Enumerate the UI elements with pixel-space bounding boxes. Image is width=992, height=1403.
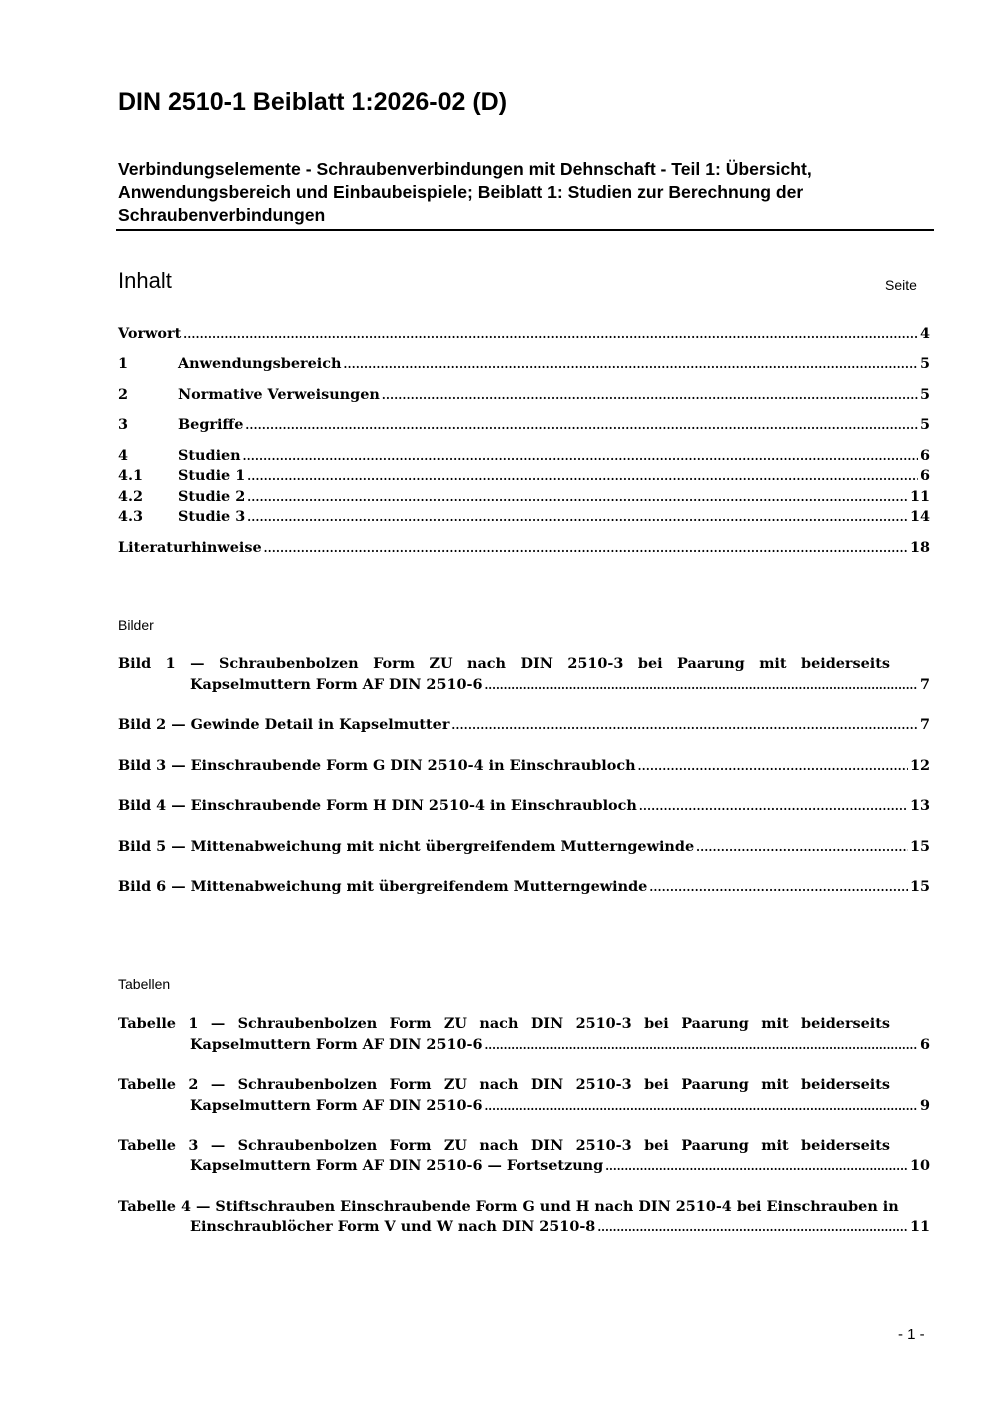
toc-entry-title: Vorwort <box>118 325 182 342</box>
toc-entry-title: Anwendungsbereich <box>178 355 342 372</box>
toc-entry-title: Studie 1 <box>178 467 246 484</box>
figure-entry-title-line1: Bild 1 — Schraubenbolzen Form ZU nach DIN 2510-3 bei Paarung mit beiderseits <box>118 655 890 672</box>
figure-entry[interactable] <box>118 838 930 860</box>
toc-entry[interactable] <box>118 508 930 530</box>
toc-entry[interactable] <box>118 386 930 408</box>
toc-entry-title: Normative Verweisungen <box>178 386 380 403</box>
dot-leader <box>247 488 908 505</box>
table-entry-page: 11 <box>909 1218 930 1235</box>
figure-entry-title: Bild 4 — Einschraubende Form H DIN 2510-4 in Einschraubloch <box>118 797 637 814</box>
toc-entry-number: 4.2 <box>118 488 144 505</box>
toc-entry-title: Studie 3 <box>178 508 246 525</box>
dot-leader <box>484 1097 918 1114</box>
table-entry-continuation <box>190 1097 930 1119</box>
table-entry-page: 10 <box>909 1157 930 1174</box>
toc-entry-number: 1 <box>118 355 129 372</box>
table-entry-title-line1: Tabelle 4 — Stiftschrauben Einschraubende Form G und H nach DIN 2510-4 bei Einschrauben in <box>118 1198 899 1215</box>
toc-entry[interactable] <box>118 416 930 438</box>
figure-entry[interactable] <box>118 878 930 900</box>
toc-entry-page: 6 <box>919 447 930 464</box>
toc-entry-page: 4 <box>919 325 930 342</box>
table-entry-page: 6 <box>919 1036 930 1053</box>
title-rule <box>116 229 934 231</box>
toc-entry[interactable] <box>118 488 930 510</box>
toc-entry-page: 18 <box>909 539 930 556</box>
toc-entry[interactable] <box>118 325 930 347</box>
figure-entry-title: Bild 6 — Mittenabweichung mit übergreifendem Mutterngewinde <box>118 878 648 895</box>
table-entry-page: 9 <box>919 1097 930 1114</box>
dot-leader <box>484 1036 918 1053</box>
toc-entry[interactable] <box>118 447 930 469</box>
figure-entry[interactable] <box>118 757 930 779</box>
table-entry-title-line2: Einschraublöcher Form V und W nach DIN 2510-8 <box>190 1218 596 1235</box>
toc-entry-number: 2 <box>118 386 129 403</box>
toc-entry[interactable] <box>118 467 930 489</box>
dot-leader <box>247 467 918 484</box>
toc-entry-title: Literaturhinweise <box>118 539 262 556</box>
figure-entry-page: 15 <box>909 878 930 895</box>
toc-entry-page: 5 <box>919 386 930 403</box>
table-entry-title-line1: Tabelle 2 — Schraubenbolzen Form ZU nach DIN 2510-3 bei Paarung mit beiderseits <box>118 1076 890 1093</box>
toc-entry-page: 5 <box>919 355 930 372</box>
dot-leader <box>183 325 918 342</box>
dot-leader <box>247 508 908 525</box>
figure-entry-page: 12 <box>909 757 930 774</box>
figures-heading: Bilder <box>118 617 154 633</box>
table-entry-continuation <box>190 1036 930 1058</box>
toc-entry-page: 6 <box>919 467 930 484</box>
dot-leader <box>638 757 908 774</box>
page-number: - 1 - <box>898 1326 925 1343</box>
toc-entry-title: Begriffe <box>178 416 244 433</box>
dot-leader <box>605 1157 908 1174</box>
toc-entry-number: 4.3 <box>118 508 144 525</box>
dot-leader <box>696 838 908 855</box>
dot-leader <box>597 1218 908 1235</box>
contents-heading: Inhalt <box>118 268 172 293</box>
dot-leader <box>245 416 918 433</box>
table-entry-continuation <box>190 1157 930 1179</box>
toc-entry-number: 3 <box>118 416 129 433</box>
tables-heading: Tabellen <box>118 976 171 992</box>
figure-entry-page: 7 <box>919 716 930 733</box>
figure-entry-page: 7 <box>919 676 930 693</box>
toc-entry-page: 14 <box>909 508 930 525</box>
toc-entry-title: Studie 2 <box>178 488 246 505</box>
toc-entry[interactable] <box>118 355 930 377</box>
table-entry-title-line2: Kapselmuttern Form AF DIN 2510-6 <box>190 1036 483 1053</box>
dot-leader <box>649 878 908 895</box>
dot-leader <box>639 797 908 814</box>
document-subtitle: Verbindungselemente - Schraubenverbindungen mit Dehnschaft - Teil 1: Übersicht, Anwendungsbereich und Einbaubeispiele; Beiblatt 1: Studien zur Berechnung der Schraubenverbindungen <box>118 159 812 225</box>
toc-entry-number: 4.1 <box>118 467 144 484</box>
table-entry-title-line1: Tabelle 3 — Schraubenbolzen Form ZU nach DIN 2510-3 bei Paarung mit beiderseits <box>118 1137 890 1154</box>
dot-leader <box>382 386 918 403</box>
table-entry-title-line1: Tabelle 1 — Schraubenbolzen Form ZU nach DIN 2510-3 bei Paarung mit beiderseits <box>118 1015 890 1032</box>
figure-entry-page: 15 <box>909 838 930 855</box>
dot-leader <box>343 355 918 372</box>
toc-entry-page: 5 <box>919 416 930 433</box>
figure-entry-title: Bild 5 — Mittenabweichung mit nicht übergreifendem Mutterngewinde <box>118 838 695 855</box>
table-entry-title-line2: Kapselmuttern Form AF DIN 2510-6 <box>190 1097 483 1114</box>
figure-entry[interactable] <box>118 716 930 738</box>
table-entry-continuation <box>190 1218 930 1240</box>
toc-entry-number: 4 <box>118 447 129 464</box>
figure-entry-title: Bild 3 — Einschraubende Form G DIN 2510-4 in Einschraubloch <box>118 757 636 774</box>
table-entry-title-line2: Kapselmuttern Form AF DIN 2510-6 — Fortsetzung <box>190 1157 604 1174</box>
figure-entry-continuation <box>190 676 930 698</box>
dot-leader <box>451 716 918 733</box>
figure-entry-title: Bild 2 — Gewinde Detail in Kapselmutter <box>118 716 450 733</box>
figure-entry-title-line2: Kapselmuttern Form AF DIN 2510-6 <box>190 676 483 693</box>
toc-entry-page: 11 <box>909 488 930 505</box>
toc-entry[interactable] <box>118 539 930 561</box>
toc-entry-title: Studien <box>178 447 241 464</box>
page-column-label: Seite <box>885 277 917 293</box>
dot-leader <box>484 676 918 693</box>
document-title: DIN 2510-1 Beiblatt 1:2026-02 (D) <box>118 88 508 116</box>
dot-leader <box>243 447 918 464</box>
figure-entry[interactable] <box>118 797 930 819</box>
dot-leader <box>264 539 908 556</box>
figure-entry-page: 13 <box>909 797 930 814</box>
